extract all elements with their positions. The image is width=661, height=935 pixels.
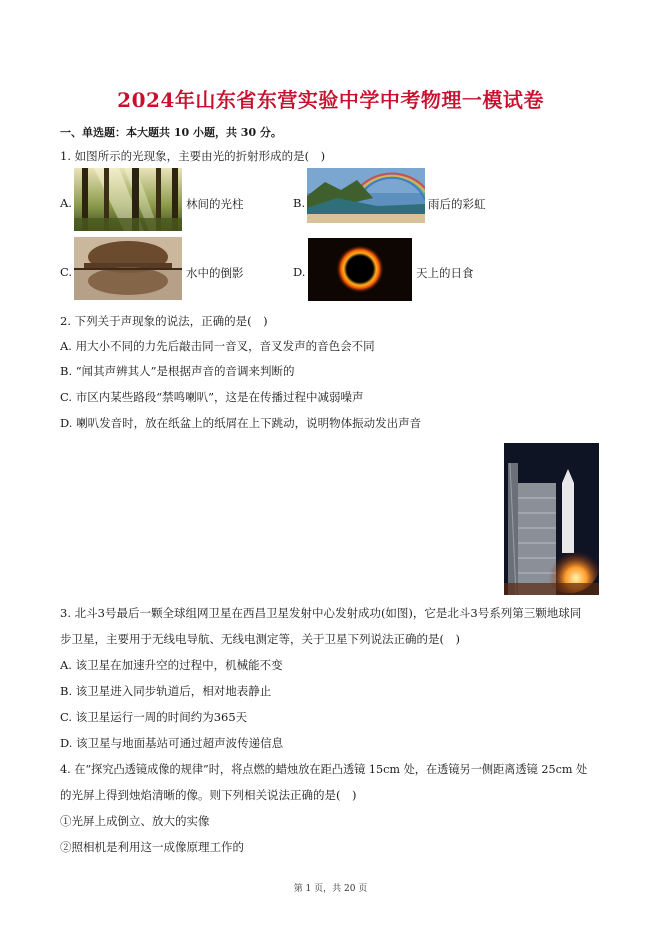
q3-option-c: C. 该卫星运行一周的时间约为365天 (60, 710, 248, 724)
q1-option-b-text: 雨后的彩虹 (428, 197, 486, 211)
page-footer: 第 1 页，共 20 页 (293, 884, 368, 894)
q3-stem-line2: 步卫星，主要用于无线电导航、无线电测定等，关于卫星下列说法正确的是( ) (60, 632, 460, 646)
q2-stem: 2. 下列关于声现象的说法，正确的是( ) (60, 314, 268, 328)
q2-option-a: A. 用大小不同的力先后敲击同一音叉，音叉发声的音色会不同 (60, 339, 375, 353)
q1-option-a-letter: A. (60, 196, 72, 210)
q1-option-d-text: 天上的日食 (416, 266, 474, 280)
q3-option-b: B. 该卫星进入同步轨道后，相对地表静止 (60, 684, 272, 698)
q1-stem: 1. 如图所示的光现象，主要由光的折射形成的是( ) (60, 149, 326, 163)
rocket-launch-image (504, 443, 599, 595)
q1-option-d-letter: D. (293, 265, 306, 279)
q2-option-b: B. “闻其声辨其人”是根据声音的音调来判断的 (60, 364, 295, 378)
q2-option-d: D. 喇叭发音时，放在纸盆上的纸屑在上下跳动，说明物体振动发出声音 (60, 416, 422, 430)
q3-option-d: D. 该卫星与地面基站可通过超声波传递信息 (60, 736, 284, 750)
q4-item-1: ①光屏上成倒立、放大的实像 (60, 814, 210, 828)
q1-option-a-text: 林间的光柱 (186, 197, 244, 211)
q1-option-c-text: 水中的倒影 (186, 266, 244, 280)
section-heading: 一、单选题：本大题共 10 小题，共 30 分。 (60, 126, 282, 139)
page-title: 2024年山东省东营实验中学中考物理一模试卷 (117, 88, 544, 112)
q1-option-b-letter: B. (293, 196, 306, 210)
q3-stem-line1: 3. 北斗3号最后一颗全球组网卫星在西昌卫星发射中心发射成功(如图)，它是北斗3号系列第三颗地球同 (60, 606, 582, 620)
reflection-image (74, 237, 182, 300)
q2-option-c: C. 市区内某些路段“禁鸣喇叭”，这是在传播过程中减弱噪声 (60, 390, 364, 404)
q4-item-2: ②照相机是利用这一成像原理工作的 (60, 840, 244, 854)
q4-stem-line1: 4. 在“探究凸透镜成像的规律”时，将点燃的蜡烛放在距凸透镜 15cm 处，在透镜另一侧距离透镜 25cm 处 (60, 763, 588, 776)
q1-option-c-letter: C. (60, 265, 73, 279)
rainbow-image (307, 168, 425, 223)
eclipse-image (308, 238, 412, 301)
forest-light-image (74, 168, 182, 231)
q4-stem-line2: 的光屏上得到烛焰清晰的像。则下列相关说法正确的是( ) (60, 788, 357, 802)
q3-option-a: A. 该卫星在加速升空的过程中，机械能不变 (60, 658, 283, 672)
